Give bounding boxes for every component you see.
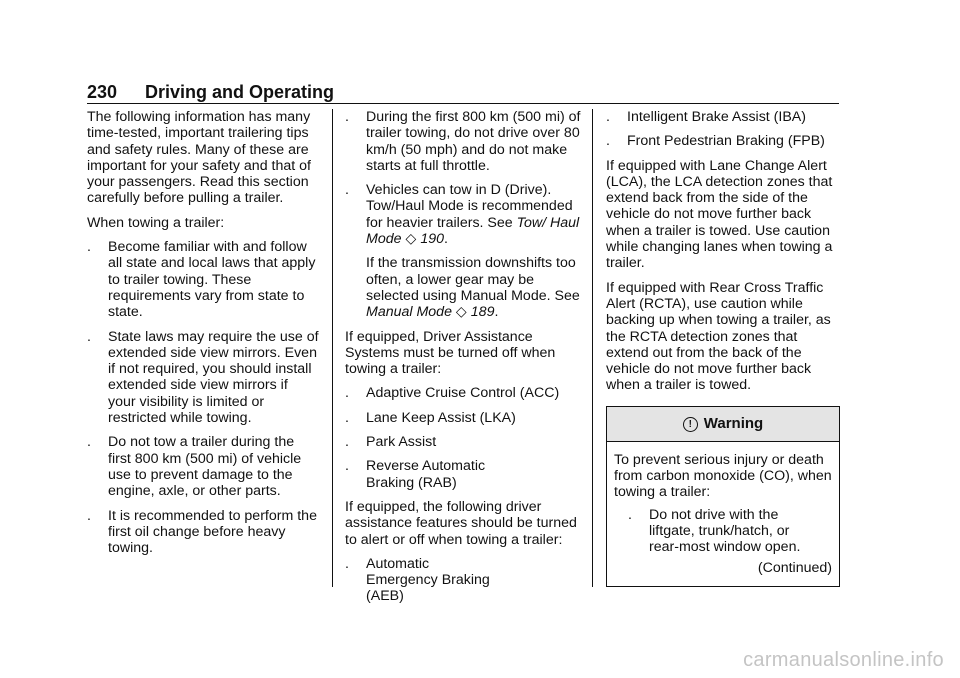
bullet-icon: . [345,409,349,426]
page-header [87,82,334,103]
list-item-text: Reverse Automatic Braking (RAB) [366,458,486,491]
manual-mode-link[interactable]: Manual Mode [366,304,452,321]
column-divider [592,109,593,587]
column-divider [332,109,333,587]
list-item-text: Front Pedestrian Braking (FPB) [627,133,825,150]
list-item: . Vehicles can tow in D (Drive). Tow/Haul Mode is recommended for heavier trailers. See Tow/ Haul Mode ◇ 190. [345,182,580,248]
bullet-icon: . [345,555,349,572]
list-item [345,556,496,605]
list-item-text: Do not tow a trailer during the first 800 km (500 mi) of vehicle use to prevent damage to the engine, axle, or other parts. [108,434,302,500]
watermark: carmanualsonline.info [743,649,944,671]
bullet-icon: . [345,385,349,402]
page-ref-number[interactable]: 189 [470,304,495,321]
bullet-icon: . [87,434,91,451]
assistance-features-paragraph: If equipped, the following driver assistance features should be turned to alert or off when towing a trailer: [345,498,577,548]
list-item [87,239,319,320]
list-item [606,133,842,149]
list-item [345,109,583,174]
lca-paragraph: If equipped with Lane Change Alert (LCA), the LCA detection zones that extend back from the side of the vehicle do not move further back when a trailer is towed. Use caution while changing lanes when towing a trailer. [606,157,833,272]
list-item [87,329,319,427]
bullet-icon: . [606,109,610,125]
page-ref-number[interactable]: 190 [420,231,444,248]
list-item-text: Vehicles can tow in D (Drive). Tow/Haul Mode is recommended for heavier trailers. See [366,182,573,231]
list-item-text: Adaptive Cruise Control (ACC) [366,385,560,402]
page-ref-icon: ◇ [405,231,417,248]
column-2 [345,109,583,613]
bullet-icon: . [87,507,91,524]
list-item-text: State laws may require the use of extended side view mirrors. Even if not required, you should install extended side view mirrors if your visibility is limited or restricted while towing. [108,328,319,427]
header-rule [87,103,839,104]
column-3 [606,109,842,587]
bullet-icon: . [345,109,349,125]
warning-icon: ! [683,417,698,432]
warning-title: Warning [703,414,764,432]
list-item [87,508,319,557]
list-item-text: Become familiar with and follow all state and local laws that apply to trailer towing. These requirements vary from state to state. [108,239,316,321]
list-item-text: Do not drive with the liftgate, trunk/hatch, or rear-most window open. [649,506,801,556]
intro-paragraph: The following information has many time-tested, important trailering tips and safety rules. Many of these are important for your safety and that of your passengers. Read this section carefully before pulling a trailer. [87,109,311,207]
bullet-icon: . [87,328,91,345]
bullet-icon: . [345,434,349,451]
warning-body [607,442,839,586]
bullet-icon: . [345,182,349,199]
list-item [345,434,583,450]
sub-paragraph: If the transmission downshifts too often, a lower gear may be selected using Manual Mode. See Manual Mode ◇ 189. [366,255,580,321]
warning-header [607,407,839,442]
bullet-icon: . [87,239,91,256]
warning-box [606,406,840,587]
list-item-text: Park Assist [366,434,437,451]
bullet-icon: . [345,458,349,475]
sub-paragraph-text: If the transmission downshifts too often, a lower gear may be selected using Manual Mode. See [366,255,580,304]
continued-label: (Continued) [757,559,832,576]
driver-assistance-paragraph: If equipped, Driver Assistance Systems must be turned off when towing a trailer: [345,328,556,378]
list-item [87,434,319,499]
list-item-text: Intelligent Brake Assist (IBA) [627,109,806,125]
rcta-paragraph: If equipped with Rear Cross Traffic Alert (RCTA), use caution while backing up when towing a trailer, as the RCTA detection zones that extend out from the back of the vehicle do not move further back when a trailer is towed. [606,279,831,394]
bullet-icon: . [606,133,610,150]
list-item [606,109,842,125]
list-item [345,385,583,401]
list-item-text: It is recommended to perform the first oil change before heavy towing. [108,507,317,557]
section-title: Driving and Operating [145,82,335,102]
warning-text: To prevent serious injury or death from carbon monoxide (CO), when towing a trailer: [614,451,832,501]
tow-haul-mode-link[interactable]: Tow/ Haul Mode [366,214,580,248]
towing-lead: When towing a trailer: [87,214,225,231]
bullet-icon: . [628,506,632,523]
list-item-text: Automatic Emergency Braking (AEB) [366,555,490,605]
list-item-text: During the first 800 km (500 mi) of trailer towing, do not drive over 80 km/h (50 mph) and do not make starts at full throttle. [366,109,581,174]
page-number: 230 [87,82,118,102]
list-item-text: Lane Keep Assist (LKA) [366,409,516,426]
list-item [345,458,486,491]
column-1 [87,109,319,564]
page-ref-icon: ◇ [455,304,467,321]
list-item [628,507,819,556]
list-item [345,410,583,426]
